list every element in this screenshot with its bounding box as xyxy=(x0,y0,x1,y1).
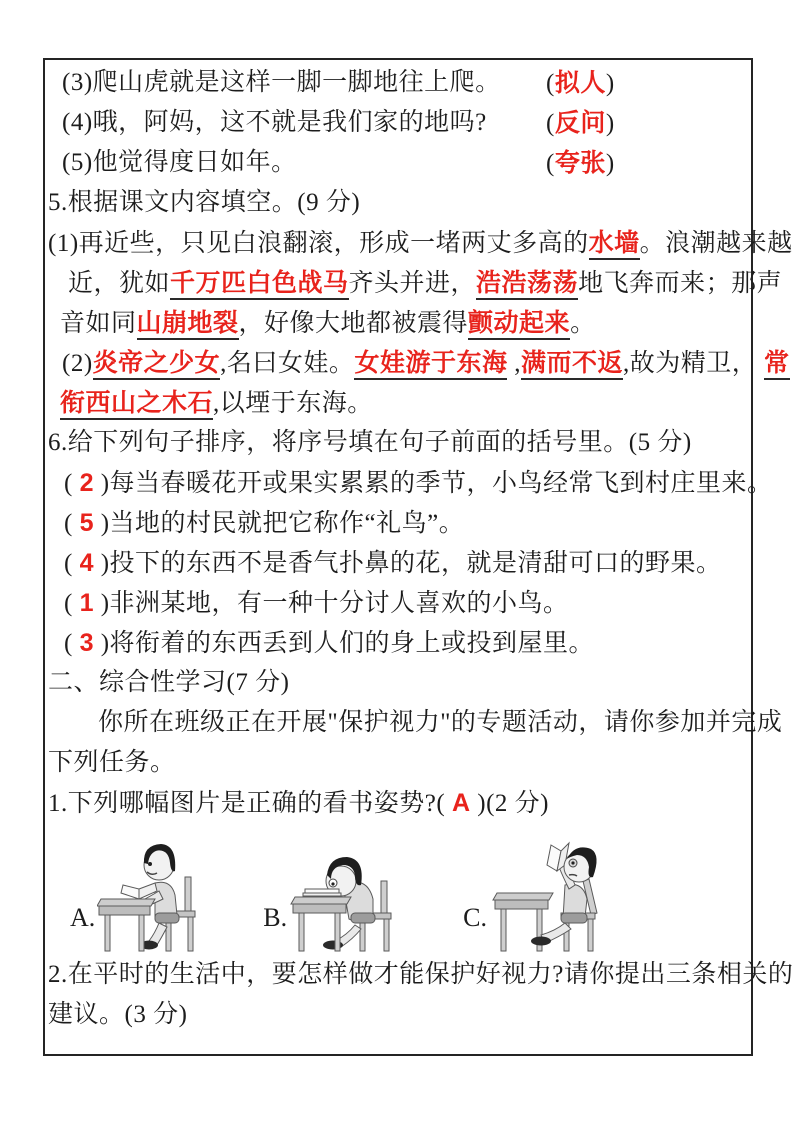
section-6-heading xyxy=(48,423,751,463)
red-answer-text: 1 xyxy=(79,589,94,617)
text-segment: (1)再近些，只见白浪翻滚，形成一堵两丈多高的 xyxy=(48,230,589,257)
filled-answer-text: 浩浩荡荡 xyxy=(476,269,578,300)
text-segment: ,以堙于东海。 xyxy=(213,390,373,417)
fill-blank-1-line-1 xyxy=(48,223,793,263)
figure-option-c xyxy=(463,837,615,955)
figure-b-label: B. xyxy=(263,903,288,932)
text-segment: 地飞奔而来；那声 xyxy=(578,270,783,297)
reading-posture-upright-illustration xyxy=(97,837,219,955)
text-segment: ( xyxy=(64,510,80,537)
answer-blank xyxy=(546,103,615,144)
worksheet-page-frame xyxy=(43,58,793,1056)
text-segment: 你所在班级正在开展"保护视力"的专题活动，请你参加并完成 xyxy=(98,709,783,736)
text-segment: 下列任务。 xyxy=(48,749,176,776)
figure-c-label: C. xyxy=(463,903,487,932)
reading-posture-hunched-illustration xyxy=(289,837,411,955)
intro-line-1 xyxy=(48,703,783,743)
filled-answer-text: 衔西山之木石 xyxy=(60,389,213,420)
text-segment: 5.根据课文内容填空。(9 分) xyxy=(48,189,361,216)
worksheet-text-top xyxy=(48,63,793,823)
answer-blank xyxy=(546,63,615,104)
text-segment: , xyxy=(507,350,521,377)
text-segment: ) xyxy=(605,150,615,177)
task-2-line-1 xyxy=(48,955,793,995)
text-segment: (4)哦，阿妈，这不就是我们家的地吗? xyxy=(62,109,487,136)
filled-answer-text: 炎帝之少女 xyxy=(93,349,221,380)
text-segment: (5)他觉得度日如年。 xyxy=(62,149,297,176)
red-answer-text: 5 xyxy=(79,509,94,537)
text-segment: )投下的东西不是香气扑鼻的花，就是清甜可口的野果。 xyxy=(93,550,722,577)
ordering-item-3 xyxy=(48,543,751,583)
text-segment: 建议。(3 分) xyxy=(48,1001,188,1028)
text-segment: ) xyxy=(605,70,615,97)
text-segment: 二、综合性学习(7 分) xyxy=(48,669,290,696)
question-3-line xyxy=(48,63,751,103)
text-segment: ，好像大地都被震得 xyxy=(238,310,469,337)
text-segment: ( xyxy=(546,150,555,177)
filled-answer-text: 常 xyxy=(764,349,790,380)
filled-answer-text: 水墙 xyxy=(589,229,640,260)
text-segment: 齐头并进， xyxy=(348,270,477,297)
posture-figures-row xyxy=(48,823,751,955)
section-2-heading xyxy=(48,663,751,703)
fill-blank-1-line-3 xyxy=(48,303,751,343)
filled-answer-text: 山崩地裂 xyxy=(137,309,239,340)
text-segment: 。浪潮越来越 xyxy=(639,230,793,257)
figure-a-label: A. xyxy=(70,903,96,932)
ordering-item-5 xyxy=(48,623,751,663)
filled-answer-text: 千万匹白色战马 xyxy=(170,269,349,300)
red-answer-text: 4 xyxy=(79,549,94,577)
question-4-line xyxy=(48,103,751,143)
task-1-line xyxy=(48,783,751,823)
text-segment: ( xyxy=(64,550,80,577)
text-segment: )(2 分) xyxy=(470,790,549,817)
reading-posture-leaning-back-illustration xyxy=(489,837,615,955)
ordering-item-4 xyxy=(48,583,751,623)
red-answer-text: 拟人 xyxy=(554,69,606,97)
fill-blank-1-line-2 xyxy=(48,263,783,303)
answer-blank xyxy=(546,143,615,184)
text-segment: (3)爬山虎就是这样一脚一脚地往上爬。 xyxy=(62,69,501,96)
question-5-line xyxy=(48,143,751,183)
filled-answer-text: 颤动起来 xyxy=(468,309,570,340)
figure-option-b xyxy=(263,837,411,955)
red-answer-text: 反问 xyxy=(554,109,606,137)
text-segment: )当地的村民就把它称作“礼鸟”。 xyxy=(93,510,465,537)
task-2-line-2 xyxy=(48,995,751,1035)
text-segment: ) xyxy=(605,110,615,137)
red-answer-text: 2 xyxy=(79,469,94,497)
ordering-item-1 xyxy=(48,463,773,503)
text-segment: 近，犹如 xyxy=(68,270,171,297)
text-segment: 音如同 xyxy=(60,310,137,337)
red-answer-text: 夸张 xyxy=(554,149,606,177)
section-5-heading xyxy=(48,183,751,223)
intro-line-2 xyxy=(48,743,751,783)
worksheet-text-bottom xyxy=(48,955,793,1035)
text-segment: ( xyxy=(64,590,80,617)
red-answer-text: 3 xyxy=(79,629,94,657)
red-answer-text: A xyxy=(451,789,471,817)
text-segment: 1.下列哪幅图片是正确的看书姿势?( xyxy=(48,790,452,817)
ordering-item-2 xyxy=(48,503,751,543)
text-segment: )非洲某地，有一种十分讨人喜欢的小鸟。 xyxy=(93,590,569,617)
text-segment: 2.在平时的生活中，要怎样做才能保护好视力?请你提出三条相关的 xyxy=(48,961,793,988)
filled-answer-text: 女娃游于东海 xyxy=(354,349,507,380)
text-segment: )将衔着的东西丢到人们的身上或投到屋里。 xyxy=(93,630,595,657)
fill-blank-2-line-2 xyxy=(48,383,751,423)
text-segment: ( xyxy=(546,70,555,97)
text-segment: (2) xyxy=(62,350,93,377)
text-segment: ,故为精卫， xyxy=(622,350,764,377)
text-segment: ( xyxy=(64,470,80,497)
text-segment: ( xyxy=(546,110,555,137)
text-segment: ( xyxy=(64,630,80,657)
figure-option-a xyxy=(70,837,219,955)
filled-answer-text: 满而不返 xyxy=(521,349,623,380)
text-segment: 6.给下列句子排序，将序号填在句子前面的括号里。(5 分) xyxy=(48,429,692,456)
fill-blank-2-line-1 xyxy=(48,343,790,383)
text-segment: )每当春暖花开或果实累累的季节，小鸟经常飞到村庄里来。 xyxy=(93,470,773,497)
text-segment: ,名曰女娃。 xyxy=(220,350,355,377)
text-segment: 。 xyxy=(570,310,596,337)
